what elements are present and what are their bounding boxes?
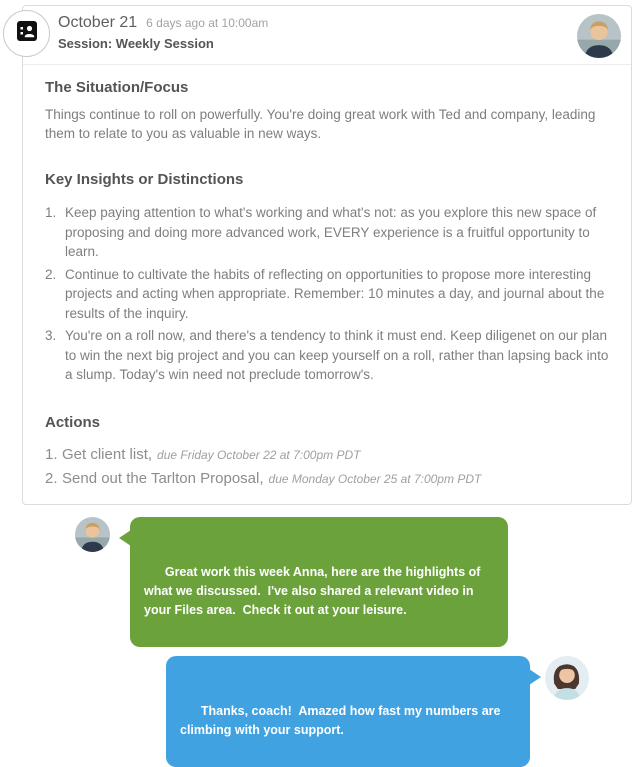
coach-avatar[interactable] xyxy=(577,14,621,58)
session-date: October 21 xyxy=(58,14,138,31)
action-item xyxy=(45,443,609,467)
action-item-due-date: due Friday October 22 at 7:00pm PDT xyxy=(157,447,361,462)
action-item-number: 1. xyxy=(45,445,58,463)
session-card-body xyxy=(23,65,631,491)
insight-item-number: 3. xyxy=(45,328,57,343)
coach-photo xyxy=(75,517,110,552)
action-item-label: Send out the Tarlton Proposal, xyxy=(62,469,264,487)
action-item xyxy=(45,467,609,491)
action-item-number: 2. xyxy=(45,469,58,487)
situation-text: Things continue to roll on powerfully. You're doing great work with Ted and company, leading them to relate to you as valuable in new ways. xyxy=(45,107,596,141)
session-timestamp: 6 days ago at 10:00am xyxy=(146,16,269,30)
insight-item-number: 1. xyxy=(45,205,57,220)
action-item-due-date: due Monday October 25 at 7:00pm PDT xyxy=(268,471,482,486)
coach-message-bubble xyxy=(130,517,508,647)
client-avatar[interactable] xyxy=(545,656,589,700)
insight-item-text: Continue to cultivate the habits of reflecting on opportunities to propose more interesting projects and acting when appropriate. Remember: 10 minutes a day, and journal about the results of the inquiry. xyxy=(65,266,605,321)
client-message-bubble xyxy=(166,656,530,767)
bubble-tail-left xyxy=(119,530,131,546)
coach-message-row xyxy=(75,517,639,647)
bubble-tail-right xyxy=(529,669,541,685)
session-title: Session: Weekly Session xyxy=(58,36,214,51)
contact-card-icon xyxy=(14,18,40,49)
client-message-text: Thanks, coach! Amazed how fast my numbers are climbing with your support. xyxy=(180,704,504,737)
actions-list xyxy=(45,443,609,491)
client-photo xyxy=(545,656,589,700)
session-card xyxy=(22,5,632,505)
session-header-text xyxy=(58,14,268,51)
action-item-text xyxy=(62,443,360,467)
coach-avatar-small[interactable] xyxy=(75,517,110,552)
session-card-header xyxy=(23,6,631,65)
action-item-text xyxy=(62,467,481,491)
insight-item-text: You're on a roll now, and there's a tendency to think it must end. Keep diligenet on our plan to win the next big project and you can keep yourself on a roll, rather than lapsing back into a slump. Today's win need not preclude tomorrow's. xyxy=(65,328,609,382)
insight-item-number: 2. xyxy=(45,266,57,282)
session-type-badge xyxy=(3,10,50,57)
coach-photo xyxy=(577,14,621,58)
situation-heading: The Situation/Focus xyxy=(45,79,189,96)
insight-item xyxy=(45,203,609,262)
chat-thread xyxy=(0,517,639,767)
action-item-label: Get client list, xyxy=(62,445,153,463)
actions-heading: Actions xyxy=(45,413,101,431)
insight-item-text: Keep paying attention to what's working and what's not: as you explore this new space of proposing and doing more advanced work, EVERY experience is a fruitful opportunity to learn. xyxy=(65,205,597,259)
insights-heading: Key Insights or Distinctions xyxy=(45,171,244,188)
insights-list xyxy=(45,203,609,385)
insight-item xyxy=(45,326,609,385)
coach-message-text: Great work this week Anna, here are the highlights of what we discussed. I've also shared a relevant video in your Files area. Check it out at your leisure. xyxy=(144,565,484,617)
insight-item xyxy=(45,265,609,324)
client-message-row xyxy=(0,656,589,767)
